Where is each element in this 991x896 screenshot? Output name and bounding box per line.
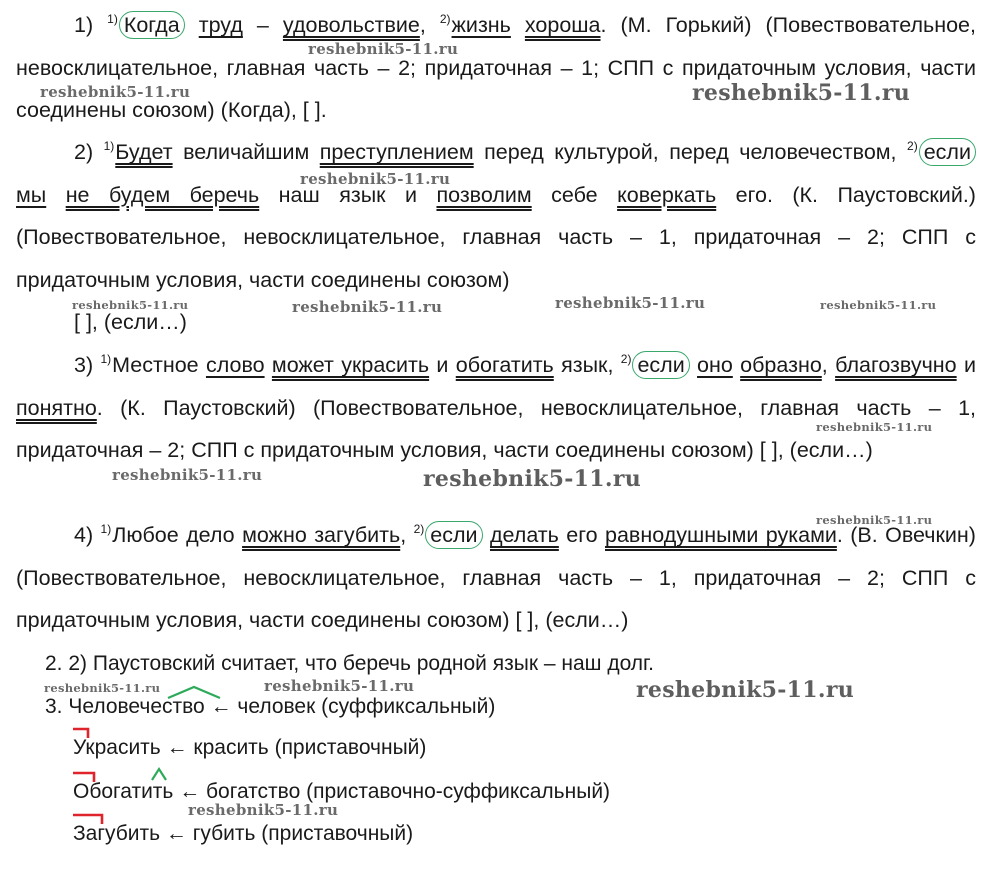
watermark: reshebnik5-11.ru	[692, 80, 911, 106]
sentence-number: 4)	[74, 523, 94, 547]
suffix-mark-icon	[166, 684, 222, 700]
predicate: образно	[740, 353, 822, 377]
clause-marker: 1)	[107, 12, 118, 26]
watermark: reshebnik5-11.ru	[816, 420, 933, 434]
prefix-mark-icon	[71, 726, 91, 740]
watermark: reshebnik5-11.ru	[816, 513, 933, 527]
sentence-number: 2)	[74, 140, 94, 164]
conjunction-circled: если	[632, 351, 689, 379]
predicate: хороша	[524, 13, 601, 37]
conjunction-circled: если	[425, 521, 482, 549]
predicate: может украсить	[271, 353, 430, 377]
word-formation-line: Украсить ← красить (приставочный)	[73, 736, 427, 759]
watermark: reshebnik5-11.ru	[820, 298, 937, 312]
subject: слово	[205, 353, 265, 377]
subject: оно	[697, 353, 733, 377]
prefix-mark-icon	[71, 770, 97, 784]
sentence-1: 1) $^{1)}$ Когда труд – удовольствие, $^{2)}$жизнь хороша. (М. Горький) (Повествовательное, невосклицательное, главная часть – 2; придаточная – 1; СПП с придаточным условия, части соединены союзом) (Когда), [ ].	[16, 4, 976, 132]
predicate: коверкать	[617, 182, 717, 207]
watermark: reshebnik5-11.ru	[636, 677, 855, 703]
sentence-number: 1)	[74, 13, 94, 37]
sentence-analysis: . (К. Паустовский) (Повествовательное, невосклицательное, главная часть – 1, придаточная – 2; СПП с придаточным условия, части соединены союзом) [ ], (если…)	[16, 395, 976, 462]
watermark: reshebnik5-11.ru	[112, 466, 263, 484]
predicate: Будет	[115, 140, 173, 164]
clause-marker: 2)	[907, 139, 918, 153]
watermark: reshebnik5-11.ru	[308, 40, 459, 58]
watermark: reshebnik5-11.ru	[292, 298, 443, 316]
predicate: благозвучно	[835, 353, 957, 377]
clause-marker: 1)	[100, 522, 112, 536]
clause-marker: 2)	[620, 352, 632, 366]
predicate: не будем беречь	[65, 182, 260, 207]
sentence-analysis: его. (К. Паустовский.) (Повествовательное, невосклицательное, главная часть – 1, придаточная – 2; СПП с придаточным условия, части соединены союзом)	[16, 182, 976, 292]
clause-marker: 1)	[103, 139, 115, 153]
subject: труд	[198, 13, 243, 37]
dash: –	[256, 13, 269, 37]
sentence-scheme: [ ], (если…)	[74, 310, 187, 334]
subject: жизнь	[451, 13, 511, 37]
conjunction-circled: Когда	[119, 11, 185, 39]
watermark: reshebnik5-11.ru	[423, 466, 642, 492]
sentence-2: 2) $^{1)}$Будет величайшим преступлением перед культурой, перед человечеством, $^{2)}$ если мы не будем беречь наш язык и позволим себе коверкать его. (К. Паустовский.) (Повествовательное, невосклицательное, главная часть – 1, придаточная – 2; СПП с придаточным условия, части соединены союзом) [ ], (если…)	[16, 131, 976, 344]
suffix-mark-icon	[149, 766, 169, 782]
predicate: равнодушными руками	[605, 523, 837, 547]
word-formation-line: Обогатить ← богатство (приставочно-суффиксальный)	[73, 780, 611, 803]
task-2-answer: 2. 2) Паустовский считает, что беречь родной язык – наш долг.	[45, 652, 654, 675]
word-formation-line: Загубить ← губить (приставочный)	[73, 822, 414, 845]
predicate: позволим	[436, 182, 532, 207]
clause-marker: 1)	[100, 352, 112, 366]
predicate: понятно	[16, 395, 97, 420]
watermark: reshebnik5-11.ru	[44, 681, 161, 695]
predicate: можно загубить	[242, 523, 401, 547]
sentence-analysis: . (М. Горький) (Повествовательное, невосклицательное, главная часть – 2; придаточная – 1; СПП с придаточным условия, части соединены союзом) (Когда), [ ].	[16, 13, 976, 122]
clause-marker: 2)	[413, 522, 425, 536]
watermark: reshebnik5-11.ru	[555, 294, 706, 312]
sentence-3: 3) $^{1)}$Местное слово может украсить и обогатить язык, $^{2)}$ если оно образно, благозвучно и понятно. (К. Паустовский) (Повествовательное, невосклицательное, главная часть – 1, придаточная – 2; СПП с придаточным условия, части соединены союзом) [ ], (если…)	[16, 344, 976, 472]
watermark: reshebnik5-11.ru	[264, 677, 415, 695]
predicate: удовольствие	[282, 13, 420, 37]
clause-marker: 2)	[439, 12, 451, 26]
predicate: преступлением	[319, 140, 474, 164]
predicate: обогатить	[455, 353, 554, 377]
subject: мы	[16, 182, 47, 207]
predicate: делать	[489, 523, 559, 547]
watermark: reshebnik5-11.ru	[188, 801, 339, 819]
sentence-4: 4) $^{1)}$Любое дело можно загубить, $^{2)}$ если делать его равнодушными руками. (В. Овечкин) (Повествовательное, невосклицательное, главная часть – 1, придаточная – 2; СПП с придаточным условия, части соединены союзом) [ ], (если…)	[16, 514, 976, 642]
conjunction-circled: если	[919, 138, 976, 166]
sentence-analysis: . (В. Овечкин) (Повествовательное, невосклицательное, главная часть – 1, придаточная – 2; СПП с придаточным условия, части соединены союзом) [ ], (если…)	[16, 523, 976, 632]
sentence-number: 3)	[74, 353, 94, 377]
watermark: reshebnik5-11.ru	[40, 83, 191, 101]
watermark: reshebnik5-11.ru	[72, 298, 189, 312]
prefix-mark-icon	[71, 812, 105, 826]
task-3-heading: 3. Человечество ← человек (суффиксальный)	[45, 695, 496, 718]
watermark: reshebnik5-11.ru	[300, 170, 451, 188]
